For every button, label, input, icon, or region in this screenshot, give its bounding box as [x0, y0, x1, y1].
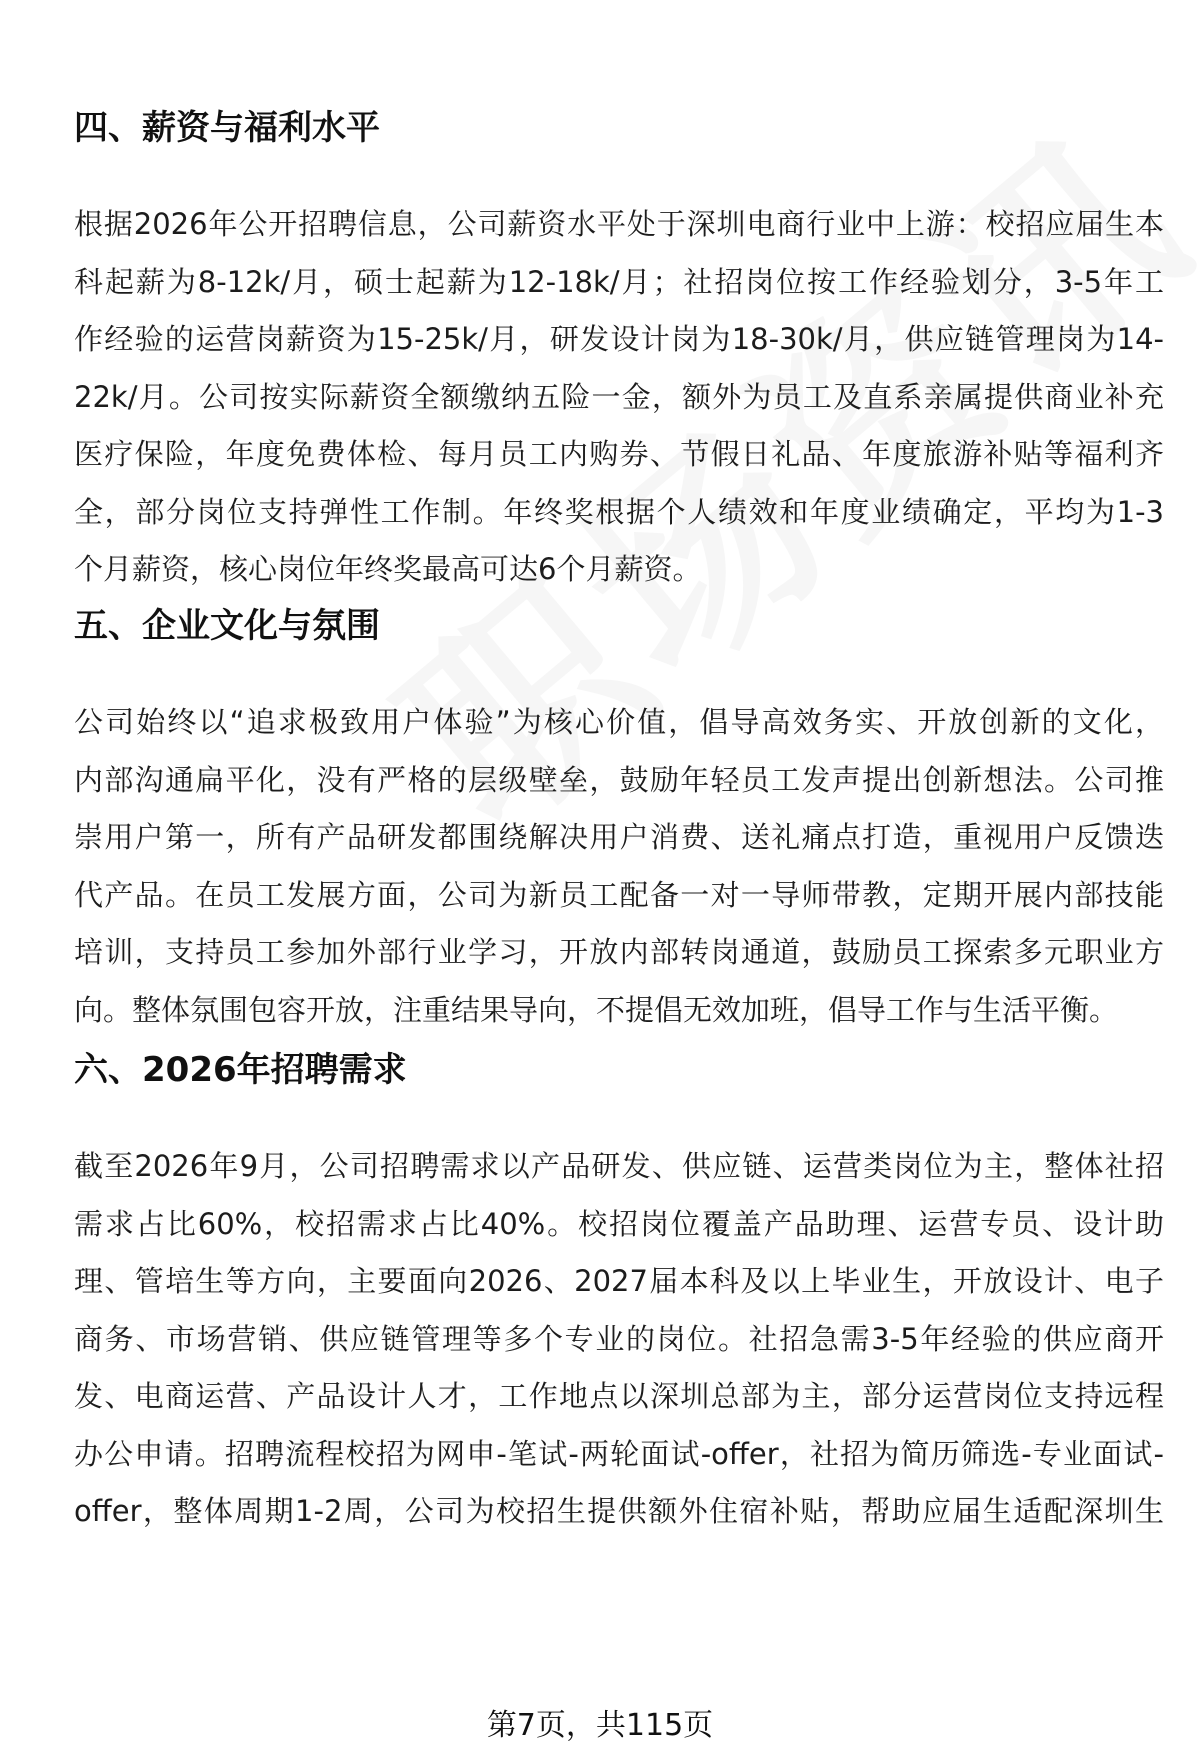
paragraph-line: 作经验的运营岗薪资为15-25k/月，研发设计岗为18-30k/月，供应链管理岗为14- [74, 322, 1164, 356]
paragraph-line: 崇用户第一，所有产品研发都围绕解决用户消费、送礼痛点打造，重视用户反馈迭 [74, 820, 1164, 854]
section-heading: 四、薪资与福利水平 [74, 108, 380, 148]
paragraph-line: 个月薪资，核心岗位年终奖最高可达6个月薪资。 [74, 552, 702, 586]
section-salary-benefits [74, 106, 1164, 599]
paragraph-line: offer，整体周期1-2周，公司为校招生提供额外住宿补贴，帮助应届生适配深圳生 [74, 1494, 1164, 1528]
paragraph-line: 内部沟通扁平化，没有严格的层级壁垒，鼓励年轻员工发声提出创新想法。公司推 [74, 762, 1164, 797]
section-culture [74, 604, 1164, 1039]
paragraph-line: 理、管培生等方向，主要面向2026、2027届本科及以上毕业生，开放设计、电子 [74, 1264, 1164, 1298]
paragraph-line: 代产品。在员工发展方面，公司为新员工配备一对一导师带教，定期开展内部技能 [74, 877, 1164, 912]
paragraph-line: 全，部分岗位支持弹性工作制。年终奖根据个人绩效和年度业绩确定，平均为1-3 [74, 494, 1164, 529]
paragraph-line: 22k/月。公司按实际薪资全额缴纳五险一金，额外为员工及直系亲属提供商业补充 [74, 379, 1164, 414]
paragraph-line: 科起薪为8-12k/月，硕士起薪为12-18k/月；社招岗位按工作经验划分，3-5年工 [74, 264, 1164, 299]
paragraph-line: 根据2026年公开招聘信息，公司薪资水平处于深圳电商行业中上游：校招应届生本 [74, 207, 1164, 241]
paragraph-line: 医疗保险，年度免费体检、每月员工内购券、节假日礼品、年度旅游补贴等福利齐 [74, 437, 1164, 471]
paragraph-line: 需求占比60%，校招需求占比40%。校招岗位覆盖产品助理、运营专员、设计助 [74, 1206, 1164, 1241]
paragraph-line: 商务、市场营销、供应链管理等多个专业的岗位。社招急需3-5年经验的供应商开 [74, 1321, 1164, 1356]
section-heading: 六、2026年招聘需求 [74, 1050, 407, 1090]
section-paragraph [74, 694, 1164, 1039]
paragraph-line: 向。整体氛围包容开放，注重结果导向，不提倡无效加班，倡导工作与生活平衡。 [74, 992, 1119, 1027]
section-paragraph [74, 196, 1164, 599]
section-heading: 五、企业文化与氛围 [74, 606, 380, 646]
section-paragraph [74, 1138, 1164, 1541]
paragraph-line: 公司始终以“追求极致用户体验”为核心价值，倡导高效务实、开放创新的文化， [74, 705, 1164, 739]
paragraph-line: 培训，支持员工参加外部行业学习，开放内部转岗通道，鼓励员工探索多元职业方 [74, 935, 1164, 969]
section-hiring-needs [74, 1048, 1164, 1541]
paragraph-line: 发、电商运营、产品设计人才，工作地点以深圳总部为主，部分运营岗位支持远程 [74, 1379, 1164, 1413]
page-number: 第7页，共115页 [486, 1708, 714, 1743]
paragraph-line: 办公申请。招聘流程校招为网申-笔试-两轮面试-offer，社招为简历筛选-专业面试- [74, 1436, 1164, 1471]
paragraph-line: 截至2026年9月，公司招聘需求以产品研发、供应链、运营类岗位为主，整体社招 [74, 1149, 1164, 1183]
